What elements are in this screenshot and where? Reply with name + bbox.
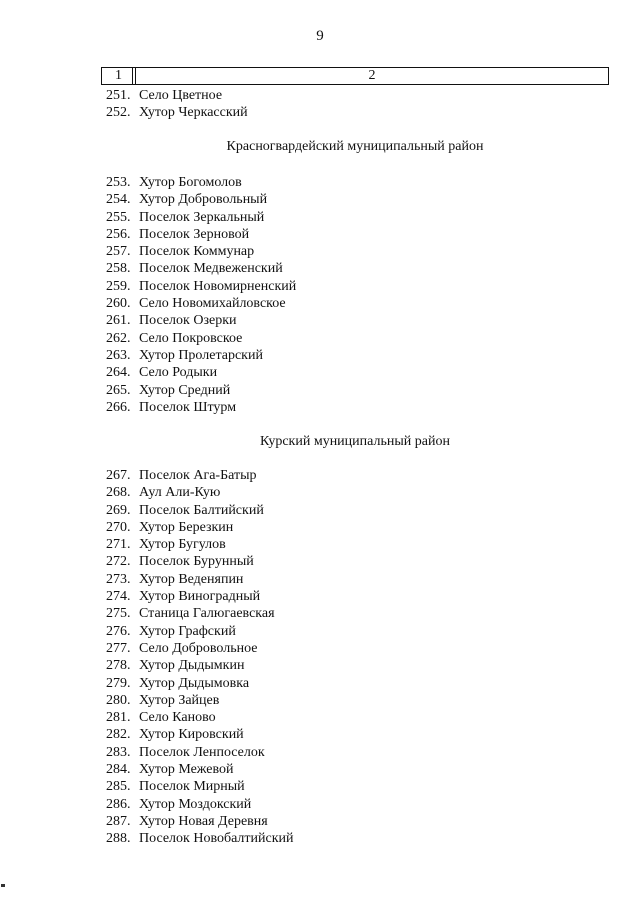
- item-number: 265.: [106, 382, 131, 398]
- settlement-name: Поселок Бурунный: [139, 554, 254, 570]
- item-number: 271.: [106, 537, 131, 553]
- list-item: [106, 605, 294, 622]
- list-item: [106, 209, 296, 226]
- item-number: 264.: [106, 365, 131, 381]
- item-number: 251.: [106, 88, 131, 103]
- list-item: [106, 312, 296, 329]
- settlement-name: Поселок Мирный: [139, 779, 245, 795]
- list-item: [106, 761, 294, 778]
- list-item: [106, 226, 296, 243]
- item-number: 277.: [106, 640, 131, 656]
- item-number: 278.: [106, 658, 131, 674]
- settlement-name: Хутор Новая Деревня: [139, 813, 268, 829]
- list-item: [106, 382, 296, 399]
- item-number: 283.: [106, 744, 131, 760]
- list-item: [106, 278, 296, 295]
- item-number: 266.: [106, 399, 131, 415]
- item-number: 257.: [106, 244, 131, 260]
- list-item: [106, 744, 294, 761]
- settlement-name: Хутор Пролетарский: [139, 347, 263, 363]
- settlement-name: Хутор Графский: [139, 623, 236, 639]
- settlement-name: Село Цветное: [139, 88, 223, 103]
- list-item: [106, 536, 294, 553]
- settlement-name: Село Новомихайловское: [139, 296, 286, 312]
- item-number: 279.: [106, 675, 131, 691]
- list-item: [106, 830, 294, 847]
- item-number: 285.: [106, 779, 131, 795]
- settlement-name: Поселок Коммунар: [139, 244, 255, 260]
- settlement-name: Хутор Зайцев: [139, 692, 220, 708]
- list-item: [106, 571, 294, 588]
- item-number: 268.: [106, 485, 131, 501]
- settlement-name: Поселок Ленпоселок: [139, 744, 265, 760]
- settlement-name: Хутор Черкасский: [139, 105, 248, 121]
- settlement-name: Хутор Моздокский: [139, 796, 252, 812]
- settlement-name: Село Добровольное: [139, 640, 258, 656]
- list-item: [106, 295, 296, 312]
- item-number: 255.: [106, 209, 131, 225]
- item-number: 260.: [106, 296, 131, 312]
- settlement-name: Поселок Зеркальный: [139, 209, 265, 225]
- item-number: 281.: [106, 710, 131, 726]
- item-number: 275.: [106, 606, 131, 622]
- list-item: [106, 399, 296, 416]
- list-item: [106, 692, 294, 709]
- settlement-name: Хутор Средний: [139, 382, 231, 398]
- item-number: 276.: [106, 623, 131, 639]
- list-item: [106, 796, 294, 813]
- list-item: [106, 813, 294, 830]
- list-item: [106, 364, 296, 381]
- list-item: [106, 778, 294, 795]
- settlement-name: Хутор Кировский: [139, 727, 244, 743]
- scan-artifact: [1, 884, 5, 887]
- item-number: 252.: [106, 105, 131, 121]
- item-number: 262.: [106, 330, 131, 346]
- district-heading-kursky: Курский муниципальный район: [260, 434, 450, 449]
- item-number: 274.: [106, 589, 131, 605]
- item-number: 256.: [106, 226, 131, 242]
- item-number: 270.: [106, 519, 131, 535]
- settlement-name: Село Родыки: [139, 365, 218, 381]
- settlement-name: Поселок Ага-Батыр: [139, 468, 257, 483]
- settlement-name: Село Каново: [139, 710, 216, 726]
- settlement-name: Хутор Богомолов: [139, 175, 242, 190]
- settlement-name: Село Покровское: [139, 330, 243, 346]
- list-item: [106, 330, 296, 347]
- list-item: [106, 502, 294, 519]
- settlement-name: Поселок Штурм: [139, 399, 237, 415]
- settlement-name: Поселок Медвеженский: [139, 261, 283, 277]
- column-header-2: 2: [368, 68, 376, 83]
- item-number: 259.: [106, 278, 131, 294]
- item-number: 263.: [106, 347, 131, 363]
- item-number: 287.: [106, 813, 131, 829]
- list-item: [106, 553, 294, 570]
- list-item: [106, 243, 296, 260]
- settlement-name: Поселок Новобалтийский: [139, 831, 294, 847]
- item-number: 288.: [106, 831, 131, 847]
- list-item: [106, 675, 294, 692]
- list-item: [106, 588, 294, 605]
- district-heading-krasnogvardeysky: Красногвардейский муниципальный район: [226, 139, 484, 154]
- settlement-name: Станица Галюгаевская: [139, 606, 275, 622]
- list-item: [106, 726, 294, 743]
- settlement-name: Хутор Добровольный: [139, 192, 268, 208]
- item-number: 254.: [106, 192, 131, 208]
- item-number: 267.: [106, 468, 131, 483]
- settlement-name: Аул Али-Кую: [139, 485, 221, 501]
- settlement-name: Поселок Новомирненский: [139, 278, 297, 294]
- item-number: 272.: [106, 554, 131, 570]
- settlement-name: Хутор Дыдымкин: [139, 658, 245, 674]
- column-header-1: 1: [102, 68, 136, 84]
- item-number: 253.: [106, 175, 131, 190]
- settlement-name: Хутор Виноградный: [139, 589, 261, 605]
- item-number: 258.: [106, 261, 131, 277]
- list-item: [106, 623, 294, 640]
- item-number: 280.: [106, 692, 131, 708]
- item-number: 286.: [106, 796, 131, 812]
- item-number: 261.: [106, 313, 131, 329]
- item-number: 269.: [106, 502, 131, 518]
- list-item: [106, 657, 294, 674]
- settlement-list-krasnogvardeysky: [106, 174, 296, 416]
- settlement-name: Хутор Веденяпин: [139, 571, 244, 587]
- list-item: [106, 709, 294, 726]
- item-number: 273.: [106, 571, 131, 587]
- settlement-list-continued: [106, 87, 248, 122]
- settlement-name: Хутор Березкин: [139, 519, 234, 535]
- list-item: [106, 484, 294, 501]
- list-item: [106, 87, 248, 104]
- list-item: [106, 467, 294, 484]
- settlement-name: Поселок Озерки: [139, 313, 237, 329]
- settlement-name: Хутор Бугулов: [139, 537, 226, 553]
- settlement-name: Поселок Зерновой: [139, 226, 250, 242]
- item-number: 284.: [106, 762, 131, 778]
- page-number: 9: [316, 28, 324, 44]
- settlement-name: Поселок Балтийский: [139, 502, 264, 518]
- settlement-name: Хутор Межевой: [139, 762, 234, 778]
- item-number: 282.: [106, 727, 131, 743]
- list-item: [106, 519, 294, 536]
- list-item: [106, 347, 296, 364]
- list-item: [106, 104, 248, 121]
- list-item: [106, 174, 296, 191]
- column-header-table: [101, 67, 609, 85]
- list-item: [106, 640, 294, 657]
- settlement-name: Хутор Дыдымовка: [139, 675, 250, 691]
- settlement-list-kursky: [106, 467, 294, 848]
- list-item: [106, 191, 296, 208]
- list-item: [106, 260, 296, 277]
